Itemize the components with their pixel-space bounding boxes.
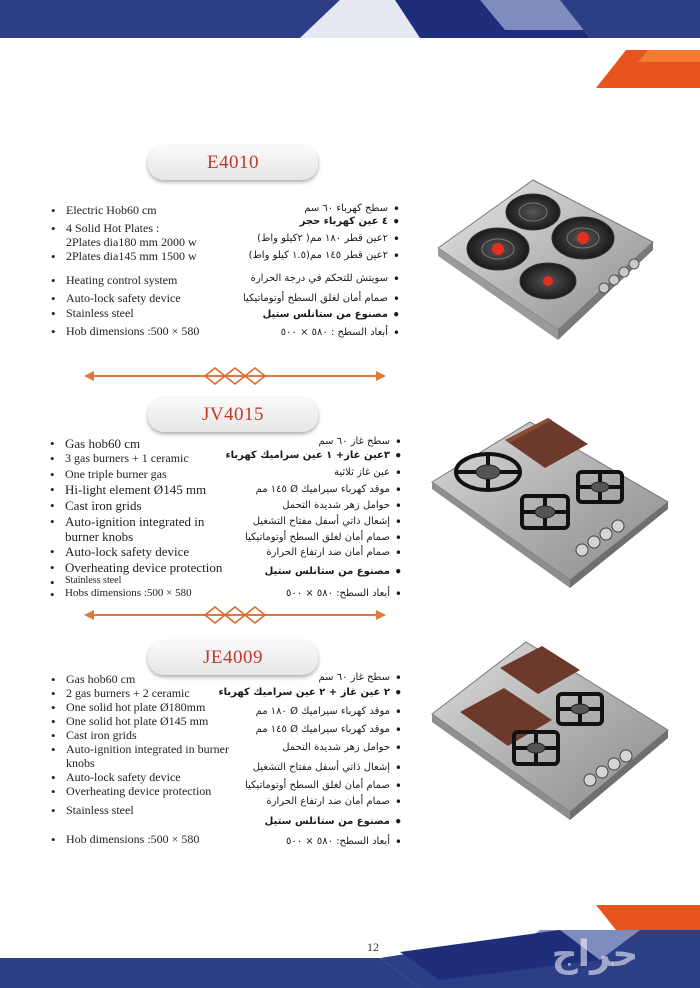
feature-en: • Stainless steel bbox=[66, 306, 134, 321]
page-number: 12 bbox=[367, 940, 379, 954]
feature-en: • Stainless steel bbox=[66, 803, 134, 818]
feature-ar: • ٤ عين كهرباء حجر bbox=[300, 216, 388, 227]
product-image-jv4015 bbox=[430, 410, 670, 590]
feature-ar: • سطح كهرباء ٦٠ سم bbox=[304, 203, 388, 214]
feature-ar: • موقد كهرباء سيراميك Ø ١٤٥ مم bbox=[256, 724, 390, 735]
feature-en: • 2Plates dia145 mm 1500 w bbox=[66, 249, 197, 264]
feature-en: • Heating control system bbox=[66, 273, 177, 288]
feature-ar: • حوامل زهر شديدة التحمل bbox=[282, 500, 390, 511]
feature-en: • Overheating device protection bbox=[65, 560, 222, 576]
feature-en: • One solid hot plate Ø145 mm bbox=[66, 714, 208, 729]
feature-ar: • ٢ عين غاز + ٢ عين سراميك كهرباء bbox=[219, 687, 390, 698]
feature-en: • Hob dimensions :500 × 580 bbox=[66, 324, 199, 339]
feature-en: • Auto-ignition integrated in bbox=[65, 514, 204, 530]
feature-en: • Gas hob60 cm bbox=[65, 436, 140, 452]
feature-en: • Auto-lock safety device bbox=[66, 770, 181, 785]
feature-ar: • صمام أمان ضد ارتفاع الحرارة bbox=[266, 547, 390, 558]
ornamental-divider bbox=[80, 604, 390, 626]
feature-en: • Hobs dimensions :500 × 580 bbox=[65, 587, 192, 599]
feature-en: • 2 gas burners + 2 ceramic bbox=[66, 686, 190, 701]
feature-ar: • إشعال ذاتي أسفل مفتاح التشغيل bbox=[253, 516, 390, 527]
feature-en: • Cast iron grids bbox=[66, 728, 137, 743]
feature-en: • Cast iron grids bbox=[65, 498, 142, 514]
feature-ar: • صمام أمان ضد ارتفاع الحرارة bbox=[266, 796, 390, 807]
feature-ar: • أبعاد السطح: ٥٨٠ × ٥٠٠ bbox=[286, 836, 390, 847]
feature-en: • Auto-lock safety device bbox=[66, 291, 181, 306]
feature-en: • Auto-ignition integrated in burner bbox=[66, 742, 229, 757]
feature-en-continued: knobs bbox=[66, 756, 95, 770]
watermark-logo: حراج bbox=[551, 934, 639, 975]
feature-ar: • مصنوع من ستانلس ستيل bbox=[265, 566, 390, 577]
product-title-je4009: JE4009 bbox=[148, 641, 318, 675]
feature-en: 2Plates dia180 mm 2000 w bbox=[66, 235, 197, 249]
feature-ar: • أبعاد السطح : ٥٨٠ × ٥٠٠ bbox=[281, 327, 388, 338]
feature-ar: • صمام أمان لغلق السطح أوتوماتيكيا bbox=[245, 780, 390, 791]
feature-en: • Gas hob60 cm bbox=[66, 672, 135, 687]
feature-ar: • سطح غاز ٦٠ سم bbox=[319, 672, 390, 683]
ornamental-divider bbox=[80, 365, 390, 387]
feature-ar: • سطح غاز ٦٠ سم bbox=[319, 436, 390, 447]
feature-ar: • إشعال ذاتي أسفل مفتاح التشغيل bbox=[253, 762, 390, 773]
product-image-je4009 bbox=[430, 634, 670, 824]
feature-ar: • موقد كهرباء سيراميك Ø ١٨٠ مم bbox=[256, 706, 390, 717]
feature-ar: • عين غاز ثلاثية bbox=[334, 467, 390, 478]
feature-ar: • سويتش للتحكم في درجة الحرارة bbox=[251, 273, 388, 284]
feature-ar: • أبعاد السطح: ٥٨٠ × ٥٠٠ bbox=[286, 588, 390, 599]
feature-en: • Hi-light element Ø145 mm bbox=[65, 482, 206, 498]
product-image-e4010 bbox=[428, 170, 658, 350]
feature-en: • Electric Hob60 cm bbox=[66, 203, 157, 218]
feature-en: • One triple burner gas bbox=[65, 467, 167, 482]
feature-ar: • ٣عين غاز+ ١ عين سراميك كهرباء bbox=[225, 450, 390, 461]
product-title-jv4015: JV4015 bbox=[148, 398, 318, 432]
orange-corner-accent-top bbox=[596, 50, 700, 88]
feature-en-continued: burner knobs bbox=[65, 529, 134, 544]
feature-ar: • مصنوع من ستانلس ستيل bbox=[265, 816, 390, 827]
feature-en: • One solid hot plate Ø180mm bbox=[66, 700, 205, 715]
feature-en: • Auto-lock safety device bbox=[65, 544, 189, 560]
feature-ar: • ٢عين قطر ١٨٠ مم( ٢كيلو واط) bbox=[257, 233, 388, 244]
feature-en: • Stainless steel bbox=[65, 575, 121, 586]
feature-en: • 4 Solid Hot Plates : bbox=[66, 221, 159, 236]
feature-ar: • حوامل زهر شديدة التحمل bbox=[282, 742, 390, 753]
feature-ar: • موقد كهرباء سيراميك Ø ١٤٥ مم bbox=[256, 484, 390, 495]
feature-en: • 3 gas burners + 1 ceramic bbox=[65, 451, 189, 466]
feature-ar: • صمام أمان لغلق السطح أوتوماتيكيا bbox=[243, 293, 388, 304]
feature-en: • Overheating device protection bbox=[66, 784, 211, 799]
feature-ar: • صمام أمان لغلق السطح أوتوماتيكيا bbox=[245, 532, 390, 543]
product-title-e4010: E4010 bbox=[148, 146, 318, 180]
feature-en: • Hob dimensions :500 × 580 bbox=[66, 832, 199, 847]
top-decorative-band bbox=[0, 0, 700, 38]
feature-ar: • ٢عين قطر ١٤٥ مم(١.٥ كيلو واط) bbox=[249, 250, 388, 261]
feature-ar: • مصنوع من ستانلس ستيل bbox=[263, 309, 388, 320]
